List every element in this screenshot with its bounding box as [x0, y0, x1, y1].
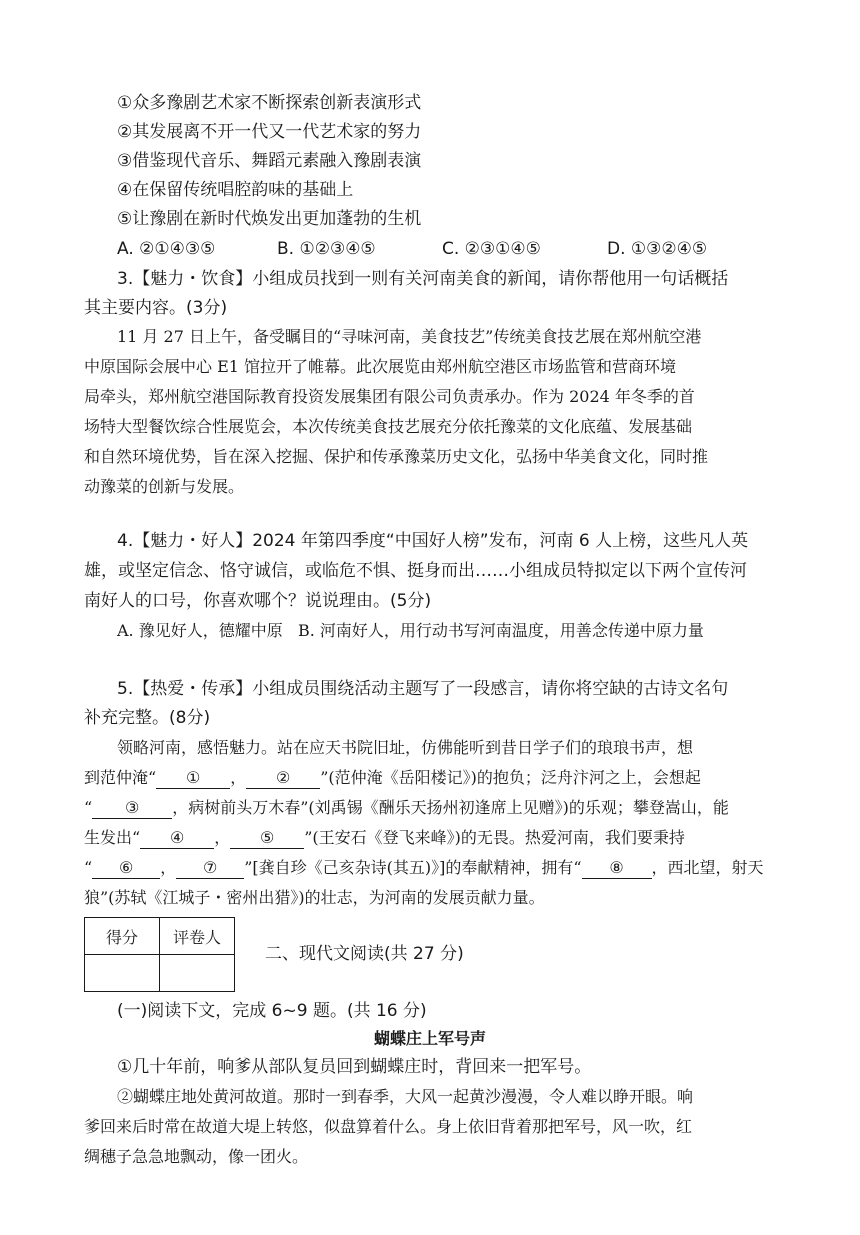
- q3-news-line: 动豫菜的创新与发展。: [84, 477, 245, 496]
- poem-blank-5[interactable]: ⑤: [230, 828, 304, 849]
- article-paragraph: ①几十年前，响爹从部队复员回到蝴蝶庄时，背回来一把军号。: [117, 1057, 592, 1077]
- order-option-d: D. ①③②④⑤: [607, 239, 708, 259]
- order-options: [117, 238, 707, 260]
- q4-prompt-line: 南好人的口号，你喜欢哪个？说说理由。(5分): [84, 591, 432, 611]
- poem-blank-1[interactable]: ①: [156, 768, 230, 789]
- poem-blank-8[interactable]: ⑧: [582, 858, 652, 879]
- q3-prompt-line2: 其主要内容。(3分): [84, 298, 228, 318]
- q4-option-a: A. 豫见好人，德耀中原: [117, 621, 283, 640]
- poem-blank-2[interactable]: ②: [246, 768, 320, 789]
- q3-news-line: 中原国际会展中心 E1 馆拉开了帷幕。此次展览由郑州航空港区市场监管和营商环境: [84, 357, 677, 376]
- score-cell[interactable]: [85, 955, 160, 992]
- order-option-b: B. ①②③④⑤: [277, 239, 376, 259]
- q5-prompt-line2: 补充完整。(8分): [84, 708, 211, 728]
- q5-passage-line: 领略河南，感悟魅力。站在应天书院旧址，仿佛能听到昔日学子们的琅琅书声，想: [117, 738, 694, 757]
- q3-news-line: 和自然环境优势，旨在深入挖掘、保护和传承豫菜历史文化，弘扬中华美食文化，同时推: [84, 447, 709, 466]
- score-header: 得分: [85, 918, 160, 955]
- q4-prompt-line: 雄，或坚定信念、恪守诚信，或临危不惧、挺身而出……小组成员特拟定以下两个宣传河: [84, 561, 747, 581]
- q5-passage-line: 生发出“ ④ ， ⑤ ”(王安石《登飞来峰》)的无畏。热爱河南，我们要秉持: [84, 828, 685, 847]
- section-title: 二、现代文阅读(共 27 分): [265, 944, 464, 964]
- q5-passage-line: 狼”(苏轼《江城子・密州出猎》)的壮志，为河南的发展贡献力量。: [84, 888, 545, 907]
- q5-passage-line: “ ③ ，病树前头万木春”(刘禹锡《酬乐天扬州初逢席上见赠》)的乐观；攀登嵩山，能: [84, 798, 729, 817]
- q5-prompt-line1: 5.【热爱・传承】小组成员围绕活动主题写了一段感言，请你将空缺的古诗文名句: [117, 679, 729, 699]
- order-item-4: ④在保留传统唱腔韵味的基础上: [117, 180, 354, 200]
- order-option-a: A. ②①④③⑤: [117, 239, 216, 259]
- grader-header: 评卷人: [160, 918, 235, 955]
- poem-blank-7[interactable]: ⑦: [176, 858, 244, 879]
- order-option-c: C. ②③①④⑤: [442, 239, 541, 259]
- order-item-3: ③借鉴现代音乐、舞蹈元素融入豫剧表演: [117, 151, 422, 171]
- article-paragraph: 绸穗子急急地飘动，像一团火。: [84, 1147, 309, 1166]
- q3-news-line: 场特大型餐饮综合性展览会，本次传统美食技艺展充分依托豫菜的文化底蕴、发展基础: [84, 417, 693, 436]
- order-item-1: ①众多豫剧艺术家不断探索创新表演形式: [117, 93, 422, 113]
- q4-options: [117, 620, 704, 642]
- order-item-5: ⑤让豫剧在新时代焕发出更加蓬勃的生机: [117, 209, 422, 229]
- q5-passage-line: 到范仲淹“ ① ， ② ”(范仲淹《岳阳楼记》)的抱负；泛舟汴河之上，会想起: [84, 768, 701, 787]
- q4-option-b: B. 河南好人，用行动书写河南温度，用善念传递中原力量: [298, 621, 704, 640]
- part-heading: (一)阅读下文，完成 6~9 题。(共 16 分): [117, 1001, 427, 1021]
- order-item-2: ②其发展离不开一代又一代艺术家的努力: [117, 122, 422, 142]
- q3-news-line: 局牵头，郑州航空港国际教育投资发展集团有限公司负责承办。作为 2024 年冬季的首: [84, 387, 695, 406]
- article-paragraph: 爹回来后时常在故道大堤上转悠，似盘算着什么。身上依旧背着那把军号，风一吹，红: [84, 1117, 693, 1136]
- q4-prompt-line: 4.【魅力・好人】2024 年第四季度“中国好人榜”发布，河南 6 人上榜，这些凡人英: [117, 531, 749, 551]
- score-table: [84, 917, 235, 992]
- q3-news-line: 11 月 27 日上午，备受瞩目的“寻味河南，美食技艺”传统美食技艺展在郑州航空港: [117, 327, 702, 346]
- poem-blank-6[interactable]: ⑥: [92, 858, 160, 879]
- poem-blank-3[interactable]: ③: [92, 798, 172, 819]
- article-title: 蝴蝶庄上军号声: [373, 1029, 486, 1048]
- article-paragraph: ②蝴蝶庄地处黄河故道。那时一到春季，大风一起黄沙漫漫，令人难以睁开眼。响: [117, 1087, 694, 1106]
- q5-passage-line: “ ⑥ ， ⑦ ”[龚自珍《己亥杂诗(其五)》]的奉献精神，拥有“ ⑧ ，西北望，射天: [84, 858, 764, 877]
- poem-blank-4[interactable]: ④: [140, 828, 214, 849]
- grader-cell[interactable]: [160, 955, 235, 992]
- q3-prompt-line1: 3.【魅力・饮食】小组成员找到一则有关河南美食的新闻，请你帮他用一句话概括: [117, 269, 729, 289]
